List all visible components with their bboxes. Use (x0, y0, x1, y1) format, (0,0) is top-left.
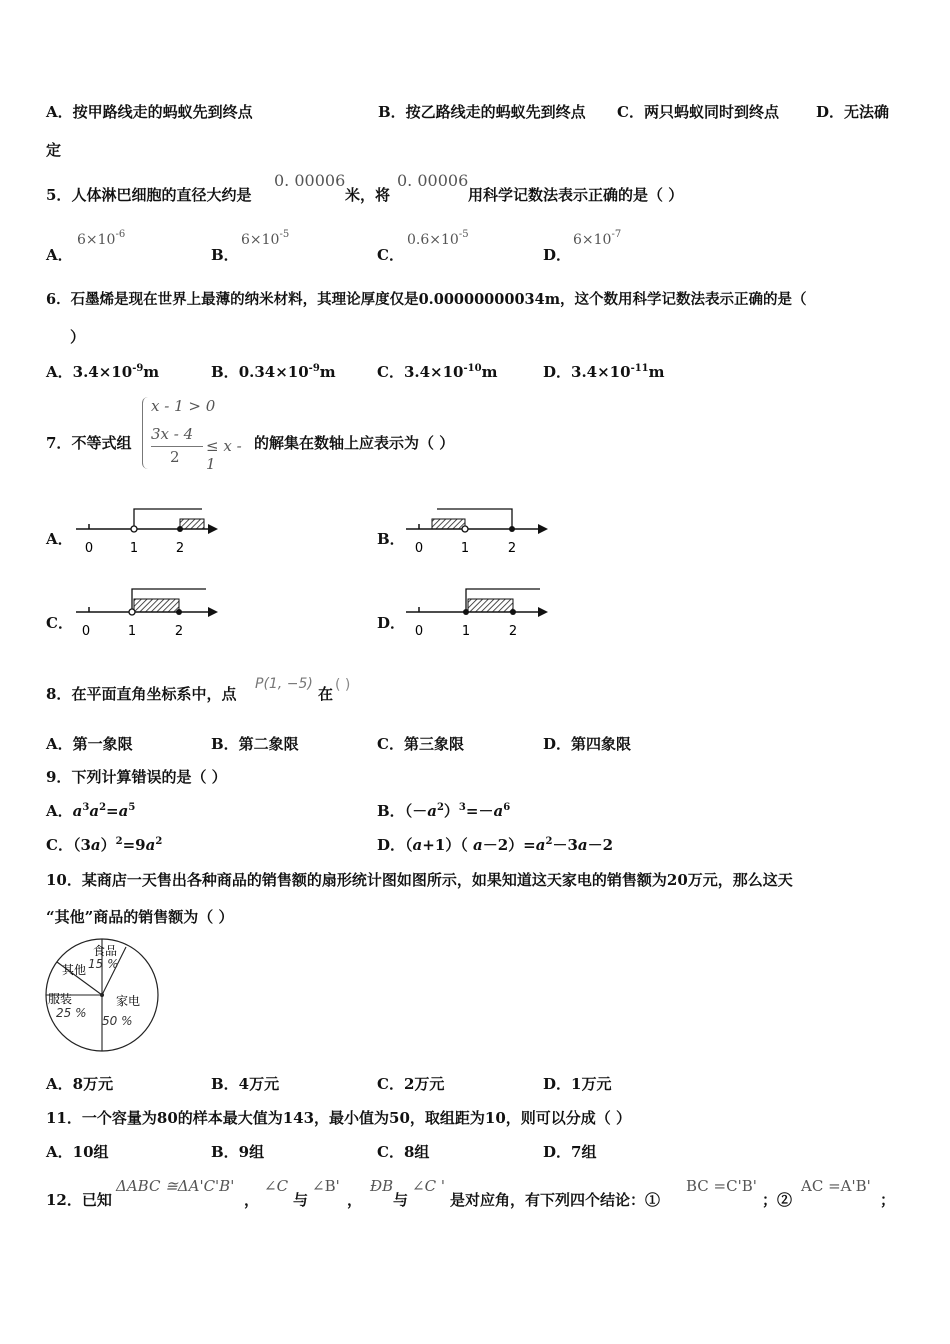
q8-point: P(1, −5) (255, 676, 313, 692)
pie-label-appliance: 家电 (116, 994, 141, 1008)
q12-comma2: ， (347, 1191, 363, 1209)
q6-text-wrap: ） (70, 328, 86, 346)
q8-option-d: D．第四象限 (543, 735, 632, 753)
q4-option-b: B．按乙路线走的蚂蚁先到终点 (378, 103, 586, 121)
open-dot (131, 526, 137, 532)
q12-comma1: ， (244, 1191, 260, 1209)
closed-dot (176, 609, 182, 615)
q6-option-c: C．$3.4\times 10^{-10}m$ (377, 363, 498, 381)
q6-stem (46, 290, 807, 310)
q12-text1: 已知 (81, 1191, 112, 1209)
q12-sep: ；② (762, 1191, 793, 1209)
q8-stem (46, 684, 236, 704)
q5-option-d-value: $6\times 10^{-7}$ (573, 229, 622, 248)
q5-option-c-value: $0.6\times 10^{-5}$ (407, 229, 469, 248)
pie-value-appliance: 50 % (102, 1014, 133, 1028)
q7-option-b-numberline (402, 500, 552, 560)
q7-option-a-numberline (72, 500, 222, 560)
q7-option-d-numberline (402, 583, 552, 643)
q9-option-c: C．$(3a)^2=9a^2$ (46, 836, 163, 854)
q7-frac-den: 2 (170, 448, 180, 466)
q5-option-b-label: B． (211, 246, 239, 264)
q9-option-b: B．$(-a^2)^3=-a^6$ (377, 802, 511, 820)
q12-angle-c: ∠C (264, 1177, 289, 1195)
arrow-icon (538, 524, 548, 534)
q10-text-wrap: “其他”商品的销售额为（ ） (46, 908, 234, 926)
tick-2: 2 (174, 624, 184, 639)
q5-text1: 人体淋巴细胞的直径大约是 (71, 186, 252, 204)
q8-text1: 在平面直角坐标系中，点 (71, 685, 237, 703)
open-dot (129, 609, 135, 615)
q7-stem (46, 433, 131, 453)
closed-dot (463, 609, 469, 615)
q11-stem (46, 1108, 631, 1128)
q7-number: 7． (46, 434, 72, 452)
tick-0: 0 (414, 624, 424, 639)
q11-text: 一个容量为80的样本最大值为143，最小值为50，取组距为10，则可以分成（ ） (81, 1109, 632, 1127)
q10-text: 某商店一天售出各种商品的销售额的扇形统计图如图所示，如果知道这天家电的销售额为20万元，那么这天 (81, 871, 793, 889)
shaded-region (134, 599, 179, 612)
q7-ineq2-rhs: ≤ x - 1 (206, 437, 242, 473)
q10-stem (46, 870, 793, 890)
shaded-region (432, 519, 465, 529)
tick-0: 0 (84, 541, 94, 556)
q5-option-d-label: D． (543, 246, 572, 264)
pie-value-food: 15 % (88, 957, 119, 971)
q8-text2: 在 (318, 685, 334, 703)
q7-option-c-numberline (72, 583, 222, 643)
q6-option-b: B．$0.34\times 10^{-9}m$ (211, 363, 336, 381)
q4-option-d: D．无法确 (816, 103, 890, 121)
q7-option-a-label: A． (46, 530, 73, 548)
q12-angle-c-prime: ∠C ' (412, 1177, 445, 1195)
q5-option-a-label: A． (46, 246, 73, 264)
q12-angle-b-prime: ∠B' (312, 1177, 340, 1195)
q10-pie-chart (42, 937, 167, 1057)
q7-text2: 的解集在数轴上应表示为（ ） (254, 434, 455, 452)
q11-option-d: D．7组 (543, 1143, 597, 1161)
q12-conclusion-1: BC =C'B' (686, 1177, 757, 1195)
q8-option-a: A．第一象限 (46, 735, 133, 753)
tick-1: 1 (461, 624, 471, 639)
q4-option-a: A．按甲路线走的蚂蚁先到终点 (46, 103, 253, 121)
arrow-icon (538, 607, 548, 617)
q12-end: ； (880, 1191, 896, 1209)
q9-option-d: D．（a+1）（ $a-2)=a^2-3a-2$ (377, 836, 614, 854)
q7-frac-bar (151, 446, 203, 447)
q12-number: 12． (46, 1191, 82, 1209)
q12-yu2: 与 (393, 1191, 409, 1209)
pie-label-clothes: 服装 (48, 992, 73, 1006)
tick-0: 0 (414, 541, 424, 556)
q10-number: 10． (46, 871, 82, 889)
q6-number: 6． (46, 291, 71, 308)
q4-option-c: C．两只蚂蚁同时到终点 (617, 103, 779, 121)
brace-icon (142, 397, 149, 469)
shaded-region (468, 599, 513, 612)
q9-number: 9． (46, 768, 72, 786)
q9-option-a: A．$a^3a^2=a^5$ (46, 802, 136, 820)
q12-yu1: 与 (293, 1191, 309, 1209)
q11-number: 11． (46, 1109, 82, 1127)
q7-frac-num: 3x - 4 (151, 425, 194, 443)
q8-option-c: C．第三象限 (377, 735, 464, 753)
arrow-icon (208, 607, 218, 617)
q7-option-c-label: C． (46, 614, 73, 632)
q5-number: 5． (46, 186, 72, 204)
q10-option-c: C．2万元 (377, 1075, 445, 1093)
pie-label-food: 食品 (93, 944, 118, 958)
q5-stem (46, 185, 251, 205)
q8-paren: ( ) (335, 677, 351, 693)
tick-0: 0 (81, 624, 91, 639)
q5-option-a-value: $6\times 10^{-6}$ (77, 229, 126, 248)
closed-dot (177, 526, 183, 532)
q9-text: 下列计算错误的是（ ） (71, 768, 227, 786)
q5-value-1: 0. 00006 (274, 171, 346, 190)
tick-1: 1 (129, 541, 139, 556)
q9-stem (46, 767, 227, 787)
shaded-region (180, 519, 204, 529)
tick-2: 2 (507, 541, 517, 556)
q6-option-d: D．$3.4\times 10^{-11}m$ (543, 363, 665, 381)
pie-value-clothes: 25 % (56, 1006, 87, 1020)
q10-option-b: B．4万元 (211, 1075, 280, 1093)
pie-label-other: 其他 (62, 963, 87, 977)
arrow-icon (208, 524, 218, 534)
q12-angle-b: ÐB (370, 1177, 394, 1195)
open-dot (462, 526, 468, 532)
q6-text: 石墨烯是现在世界上最薄的纳米材料，其理论厚度仅是0.00000000034m，这个数用科学记数法表示正确的是（ (70, 291, 807, 308)
q7-option-d-label: D． (377, 614, 406, 632)
q5-option-c-label: C． (377, 246, 404, 264)
q11-option-b: B．9组 (211, 1143, 265, 1161)
q10-option-a: A．8万元 (46, 1075, 114, 1093)
q4-option-d-wrap: 定 (46, 141, 62, 159)
q7-option-b-label: B． (377, 530, 405, 548)
q12-conclusion-2: AC =A'B' (801, 1177, 871, 1195)
tick-2: 2 (175, 541, 185, 556)
q7-inequality-system (140, 395, 255, 473)
q12-text2: 是对应角，有下列四个结论：① (450, 1191, 661, 1209)
q12-congruence: ΔABC ≅ΔA'C'B' (116, 1177, 235, 1195)
tick-1: 1 (460, 541, 470, 556)
q8-number: 8． (46, 685, 72, 703)
q12-stem (46, 1190, 112, 1210)
q11-option-c: C．8组 (377, 1143, 430, 1161)
q5-option-b-value: $6\times 10^{-5}$ (241, 229, 290, 248)
tick-2: 2 (508, 624, 518, 639)
q10-option-d: D．1万元 (543, 1075, 612, 1093)
closed-dot (509, 526, 515, 532)
q7-ineq1: x - 1 > 0 (151, 397, 216, 415)
q11-option-a: A．10组 (46, 1143, 109, 1161)
closed-dot (510, 609, 516, 615)
q5-text3: 用科学记数法表示正确的是（ ） (468, 186, 684, 204)
tick-1: 1 (127, 624, 137, 639)
q7-text1: 不等式组 (71, 434, 132, 452)
q8-option-b: B．第二象限 (211, 735, 299, 753)
q6-option-a: A．$3.4\times 10^{-9}m$ (46, 363, 160, 381)
q5-text2: 米，将 (345, 186, 391, 204)
q5-value-2: 0. 00006 (397, 171, 469, 190)
